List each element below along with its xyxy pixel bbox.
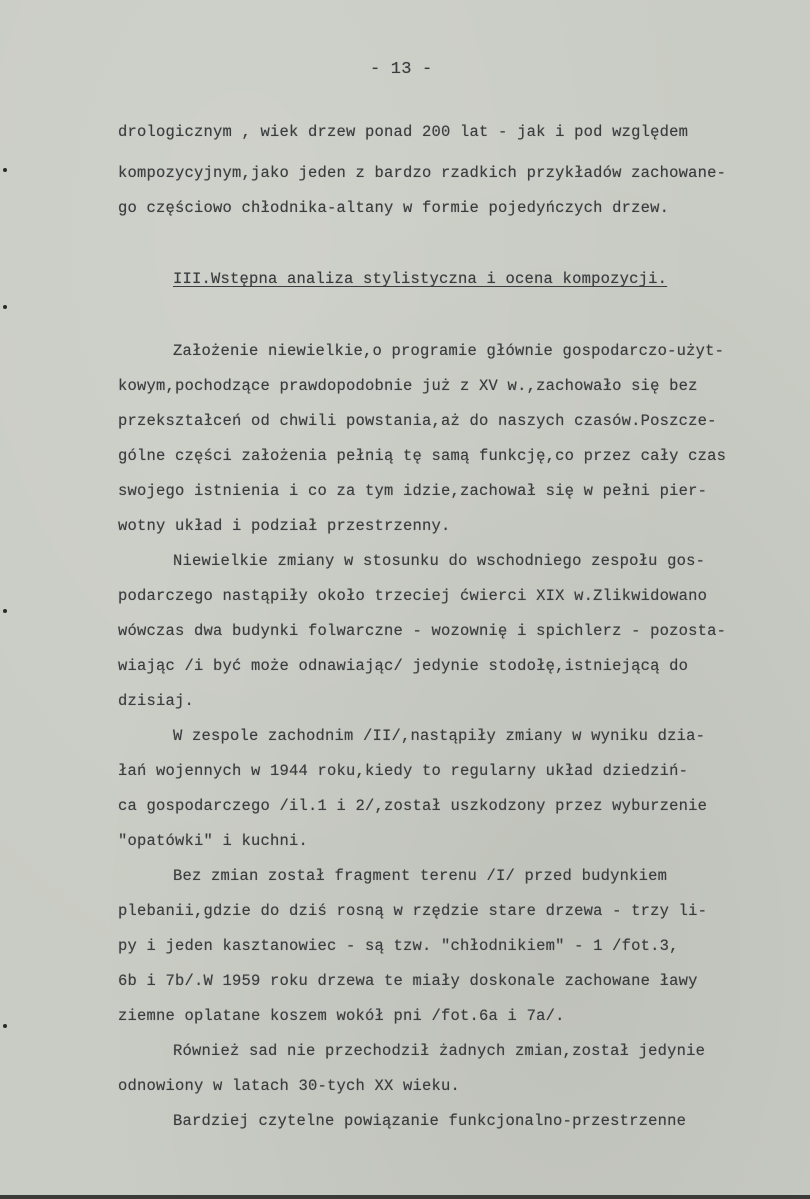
body-line: Bez zmian został fragment terenu /I/ przed budynkiem bbox=[173, 867, 668, 885]
body-line: Również sad nie przechodził żadnych zmian,został jedynie bbox=[173, 1042, 706, 1060]
margin-mark bbox=[3, 168, 7, 172]
body-line: ca gospodarczego /il.1 i 2/,został uszkodzony przez wyburzenie bbox=[118, 797, 708, 815]
margin-mark bbox=[3, 305, 7, 309]
section-heading: III.Wstępna analiza stylistyczna i ocena kompozycji. bbox=[173, 270, 668, 288]
body-line: ziemne oplatane koszem wokół pni /fot.6a i 7a/. bbox=[118, 1007, 565, 1025]
intro-line-1: drologicznym , wiek drzew ponad 200 lat - jak i pod względem bbox=[118, 123, 689, 141]
intro-line-2: kompozycyjnym,jako jeden z bardzo rzadkich przykładów zachowane- bbox=[118, 164, 727, 182]
body-line: W zespole zachodnim /II/,nastąpiły zmiany w wyniku dzia- bbox=[173, 727, 706, 745]
body-line: podarczego nastąpiły około trzeciej ćwierci XIX w.Zlikwidowano bbox=[118, 587, 708, 605]
body-line: odnowiony w latach 30-tych XX wieku. bbox=[118, 1077, 461, 1095]
body-line: swojego istnienia i co za tym idzie,zachował się w pełni pier- bbox=[118, 482, 708, 500]
intro-line-3: go częściowo chłodnika-altany w formie pojedyńczych drzew. bbox=[118, 199, 670, 217]
page-bottom-edge bbox=[0, 1195, 810, 1199]
body-line: Niewielkie zmiany w stosunku do wschodniego zespołu gos- bbox=[173, 552, 706, 570]
margin-mark bbox=[3, 1024, 7, 1028]
body-line: dzisiaj. bbox=[118, 692, 195, 710]
body-line: przekształceń od chwili powstania,aż do naszych czasów.Poszcze- bbox=[118, 412, 717, 430]
body-line: kowym,pochodzące prawdopodobnie już z XV w.,zachowało się bez bbox=[118, 377, 698, 395]
body-line: łań wojennych w 1944 roku,kiedy to regularny układ dziedziń- bbox=[118, 762, 689, 780]
body-line: wówczas dwa budynki folwarczne - wozownię i spichlerz - pozosta- bbox=[118, 622, 727, 640]
body-line: gólne części założenia pełnią tę samą funkcję,co przez cały czas bbox=[118, 447, 727, 465]
body-line: "opatówki" i kuchni. bbox=[118, 832, 309, 850]
body-line: 6b i 7b/.W 1959 roku drzewa te miały doskonale zachowane ławy bbox=[118, 972, 698, 990]
body-line: plebanii,gdzie do dziś rosną w rzędzie stare drzewa - trzy li- bbox=[118, 902, 708, 920]
body-line: Założenie niewielkie,o programie głównie gospodarczo-użyt- bbox=[173, 342, 725, 360]
page-number: - 13 - bbox=[370, 60, 433, 79]
body-line: Bardziej czytelne powiązanie funkcjonalno-przestrzenne bbox=[173, 1112, 687, 1130]
body-line: wiając /i być może odnawiając/ jedynie stodołę,istniejącą do bbox=[118, 657, 689, 675]
margin-mark bbox=[3, 609, 7, 613]
body-line: py i jeden kasztanowiec - są tzw. "chłodnikiem" - 1 /fot.3, bbox=[118, 937, 679, 955]
body-line: wotny układ i podział przestrzenny. bbox=[118, 517, 451, 535]
